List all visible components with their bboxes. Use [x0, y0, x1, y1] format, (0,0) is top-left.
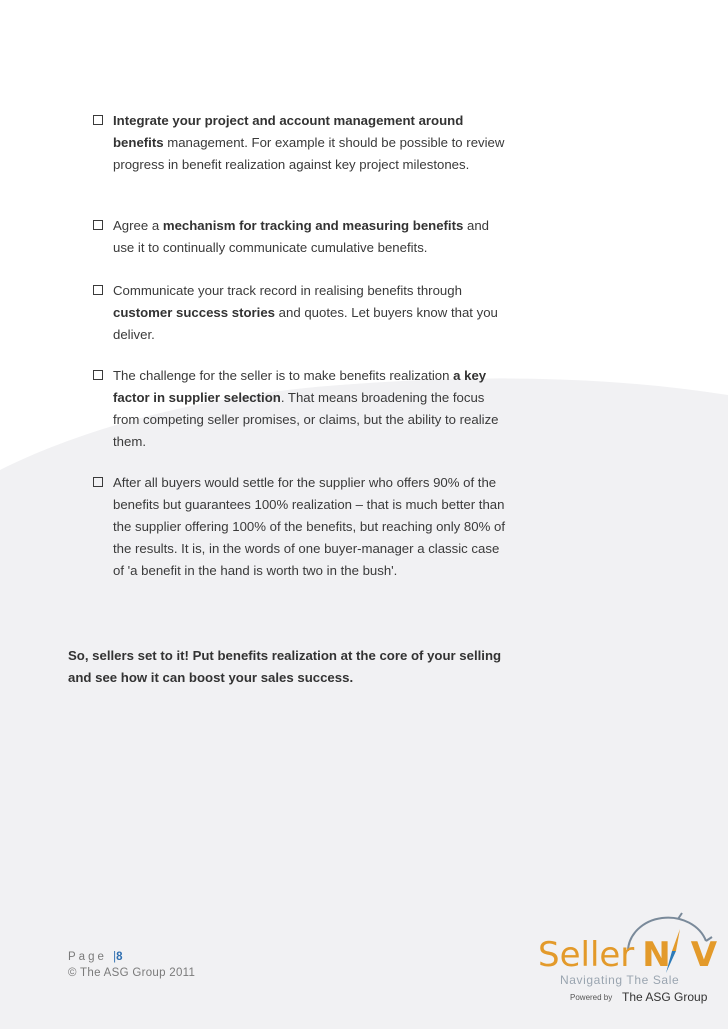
bullet-text: After all buyers would settle for the supplier who offers 90% of the benefits but guarantees 100% realization – that is much better than the supplier offering 100% of the benefits, but reaching only 80% of the results. It is, in the words of one buyer-manager a classic case of 'a benefit in the hand is worth two in the bush'.	[113, 475, 505, 578]
checkbox-icon	[93, 285, 103, 295]
copyright-notice: © The ASG Group 2011	[68, 967, 196, 979]
page-number: 8	[116, 951, 123, 963]
bullet-text: Integrate your project and account management around benefits management. For example it should be possible to review progress in benefit realization against key project milestones.	[113, 113, 505, 172]
bullet-text: The challenge for the seller is to make benefits realization a key factor in supplier selection. That means broadening the focus from competing seller promises, or claims, but the ability to realize them.	[113, 368, 499, 449]
sellernav-logo	[530, 905, 728, 1029]
checkbox-icon	[93, 477, 103, 487]
page-separator: |	[113, 951, 117, 963]
checkbox-icon	[93, 370, 103, 380]
page-indicator	[68, 951, 195, 963]
bullet-item	[93, 110, 513, 176]
logo-v: V	[690, 935, 718, 975]
logo-wordmark	[538, 935, 717, 975]
logo-company: The ASG Group	[622, 990, 708, 1004]
bullet-item	[93, 365, 513, 453]
checkbox-icon	[93, 220, 103, 230]
checkbox-icon	[93, 115, 103, 125]
logo-seller: Seller	[538, 935, 635, 975]
bullet-text: Agree a mechanism for tracking and measuring benefits and use it to continually communicate cumulative benefits.	[113, 218, 489, 255]
logo-tagline: Navigating The Sale	[560, 973, 680, 987]
page-label: Page	[68, 951, 107, 963]
logo-n: N	[642, 935, 671, 975]
bullet-item	[93, 280, 513, 346]
logo-powered-by: Powered by	[570, 993, 613, 1002]
bullet-item	[93, 215, 513, 259]
bullet-item	[93, 472, 513, 582]
closing-paragraph: So, sellers set to it! Put benefits realization at the core of your selling and see how it can boost your sales success.	[68, 648, 502, 685]
bullet-text: Communicate your track record in realising benefits through customer success stories and quotes. Let buyers know that you deliver.	[113, 283, 498, 342]
page-footer	[68, 951, 195, 979]
